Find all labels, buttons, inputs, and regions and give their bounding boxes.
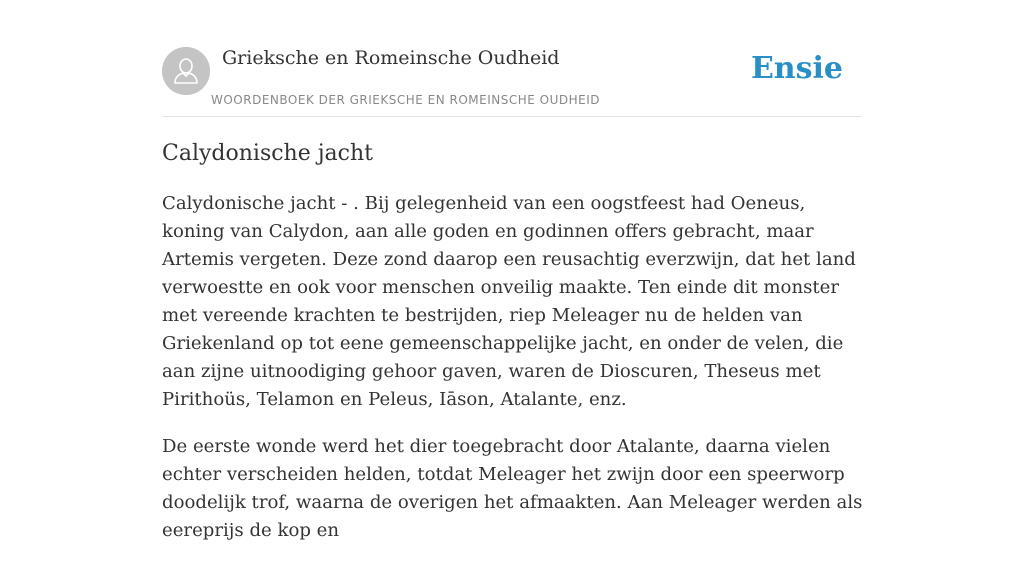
user-icon-graphic [162,47,210,95]
dictionary-title[interactable]: Grieksche en Romeinsche Oudheid [222,47,560,69]
ensie-logo-link[interactable]: Ensie [750,51,843,86]
article-paragraph: De eerste wonde werd het dier toegebracht door Atalante, daarna vielen echter verscheiden helden, totdat Meleager het zwijn door een speerworp doodelijk trof, waarna de overigen het afmaakten. Aan Meleager werden als eereprijs de kop en [162,436,863,541]
dictionary-header [162,45,862,117]
user-icon[interactable] [162,47,210,95]
dictionary-subtitle: WOORDENBOEK DER GRIEKSCHE EN ROMEINSCHE OUDHEID [211,93,601,107]
article [162,138,866,564]
article-paragraph: Calydonische jacht - . Bij gelegenheid van een oogstfeest had Oeneus, koning van Calydon, aan alle goden en godinnen offers gebracht, maar Artemis vergeten. Deze zond daarop een reusachtig everzwijn, dat het land verwoestte en ook voor menschen onveilig maakte. Ten einde dit monster met vereende krachten te bestrijden, riep Meleager nu de helden van Griekenland op tot eene gemeenschappelijke jacht, en onder de velen, die aan zijne uitnoodiging gehoor gaven, waren de Dioscuren, Theseus met Pirithoüs, Telamon en Peleus, Iāson, Atalante, enz. [162,193,856,410]
entry-title: Calydonische jacht [162,141,374,166]
